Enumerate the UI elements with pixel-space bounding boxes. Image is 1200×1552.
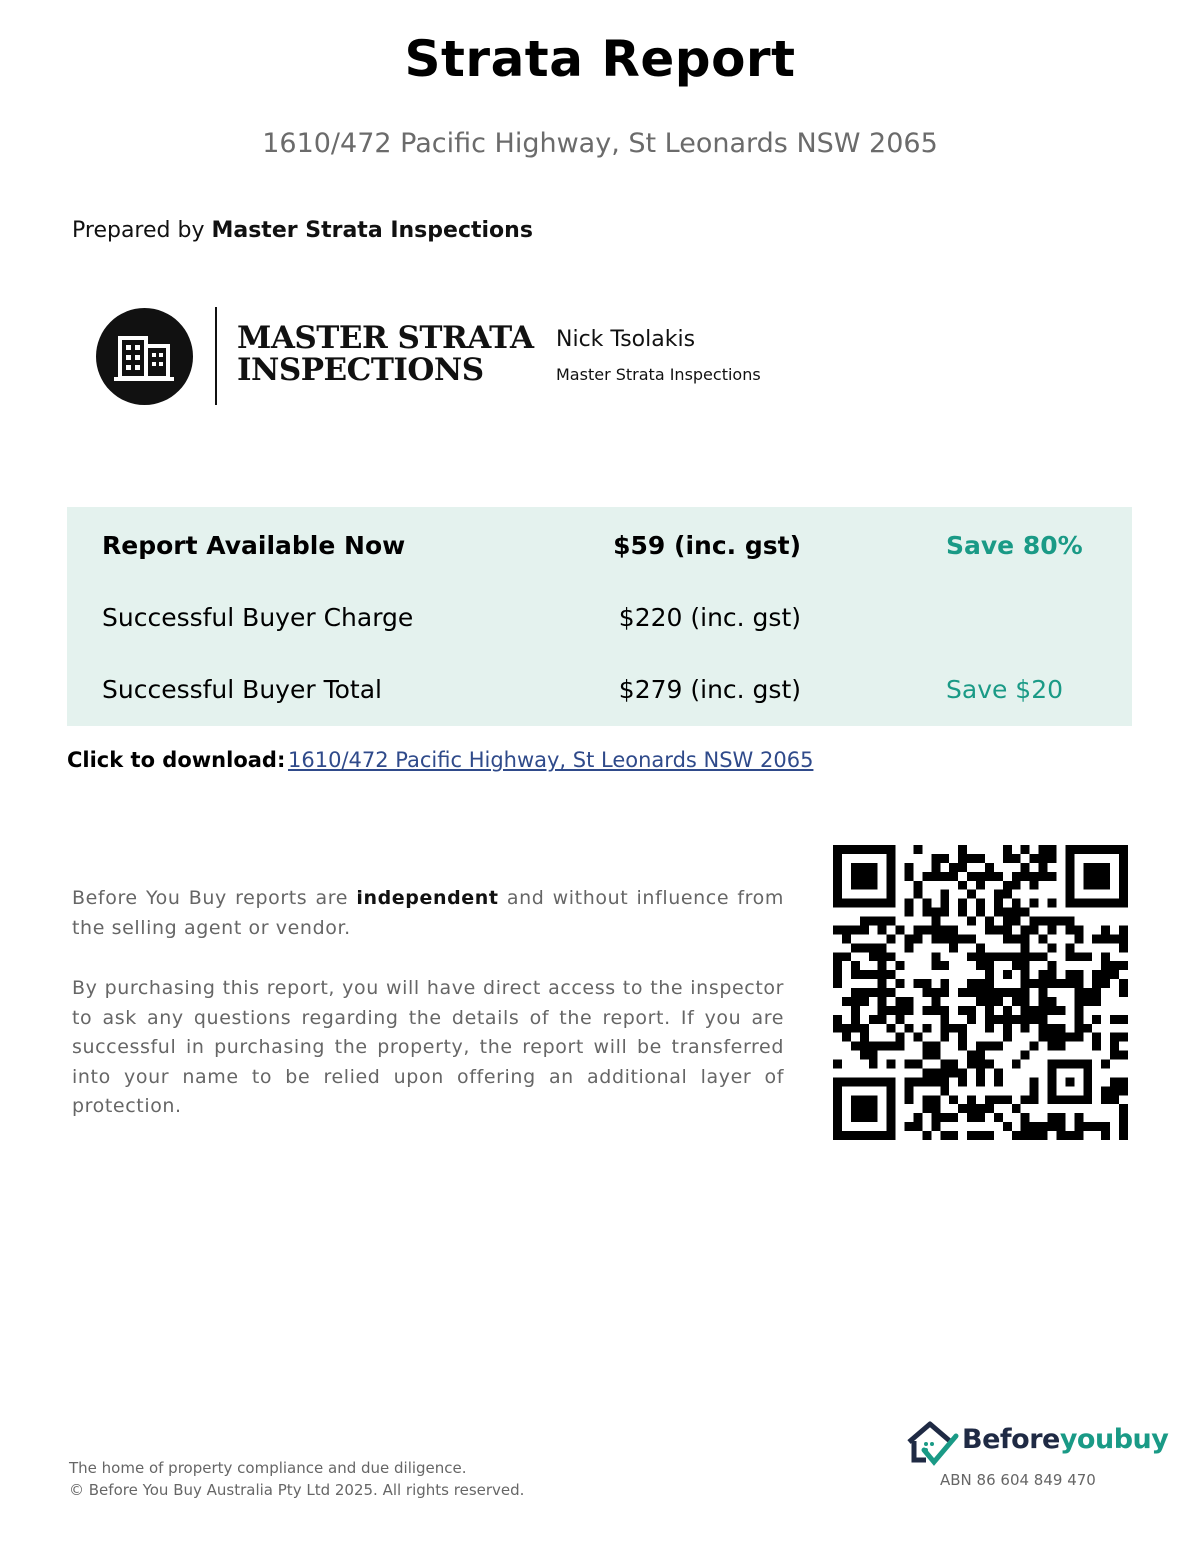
- pricing-row-available: [67, 531, 1132, 571]
- pricing-save: Save $20: [946, 675, 1064, 704]
- p1-bold: independent: [356, 887, 499, 909]
- prepared-by-company: Master Strata Inspections: [211, 218, 533, 243]
- pricing-label: Successful Buyer Total: [102, 675, 382, 704]
- prepared-by: [72, 218, 533, 243]
- property-address: 1610/472 Pacific Highway, St Leonards NSW 2065: [262, 128, 938, 159]
- download-label: Click to download:: [67, 748, 286, 772]
- company-logo-text: [237, 322, 534, 386]
- access-paragraph: By purchasing this report, you will have direct access to the inspector to ask any questions regarding the details of the report. If you are successful in purchasing the property, the report will be transferred into your name to be relied upon offering an additional layer of protection.: [72, 977, 784, 1117]
- brand-part-2: youbuy: [1059, 1424, 1169, 1455]
- building-icon: [96, 308, 193, 405]
- page-title: Strata Report: [404, 30, 796, 88]
- p1-after: and without influence from the selling agent or vendor.: [72, 887, 785, 939]
- pricing-save: Save 80%: [946, 531, 1083, 560]
- download-link[interactable]: 1610/472 Pacific Highway, St Leonards NSW 2065: [288, 748, 814, 772]
- footer-text: [69, 1457, 524, 1501]
- logo-line-2: INSPECTIONS: [237, 352, 484, 388]
- p1-before: Before You Buy reports are: [72, 887, 349, 909]
- pricing-table: [67, 507, 1132, 726]
- pricing-label: Successful Buyer Charge: [102, 603, 414, 632]
- independence-paragraph: [72, 884, 784, 943]
- brand-part-1: Before: [962, 1424, 1060, 1455]
- abn-number: ABN 86 604 849 470: [940, 1471, 1096, 1489]
- footer-tagline: The home of property compliance and due diligence.: [69, 1459, 467, 1477]
- pricing-price: $59 (inc. gst): [613, 531, 801, 560]
- qr-code-icon[interactable]: [833, 845, 1128, 1140]
- inspector-name: Nick Tsolakis: [556, 327, 696, 352]
- inspector-company: Master Strata Inspections: [556, 365, 761, 384]
- footer-copyright: © Before You Buy Australia Pty Ltd 2025. All rights reserved.: [69, 1481, 525, 1499]
- house-check-icon: [906, 1420, 962, 1470]
- pricing-price: $279 (inc. gst): [618, 675, 801, 704]
- pricing-row-charge: [67, 603, 1132, 643]
- prepared-by-prefix: Prepared by: [72, 218, 205, 243]
- pricing-label: Report Available Now: [102, 531, 406, 560]
- brand-wordmark: [962, 1424, 1168, 1455]
- logo-line-1: MASTER STRATA: [237, 320, 534, 356]
- pricing-row-total: [67, 675, 1132, 715]
- pricing-price: $220 (inc. gst): [618, 603, 801, 632]
- logo-divider: [215, 307, 217, 405]
